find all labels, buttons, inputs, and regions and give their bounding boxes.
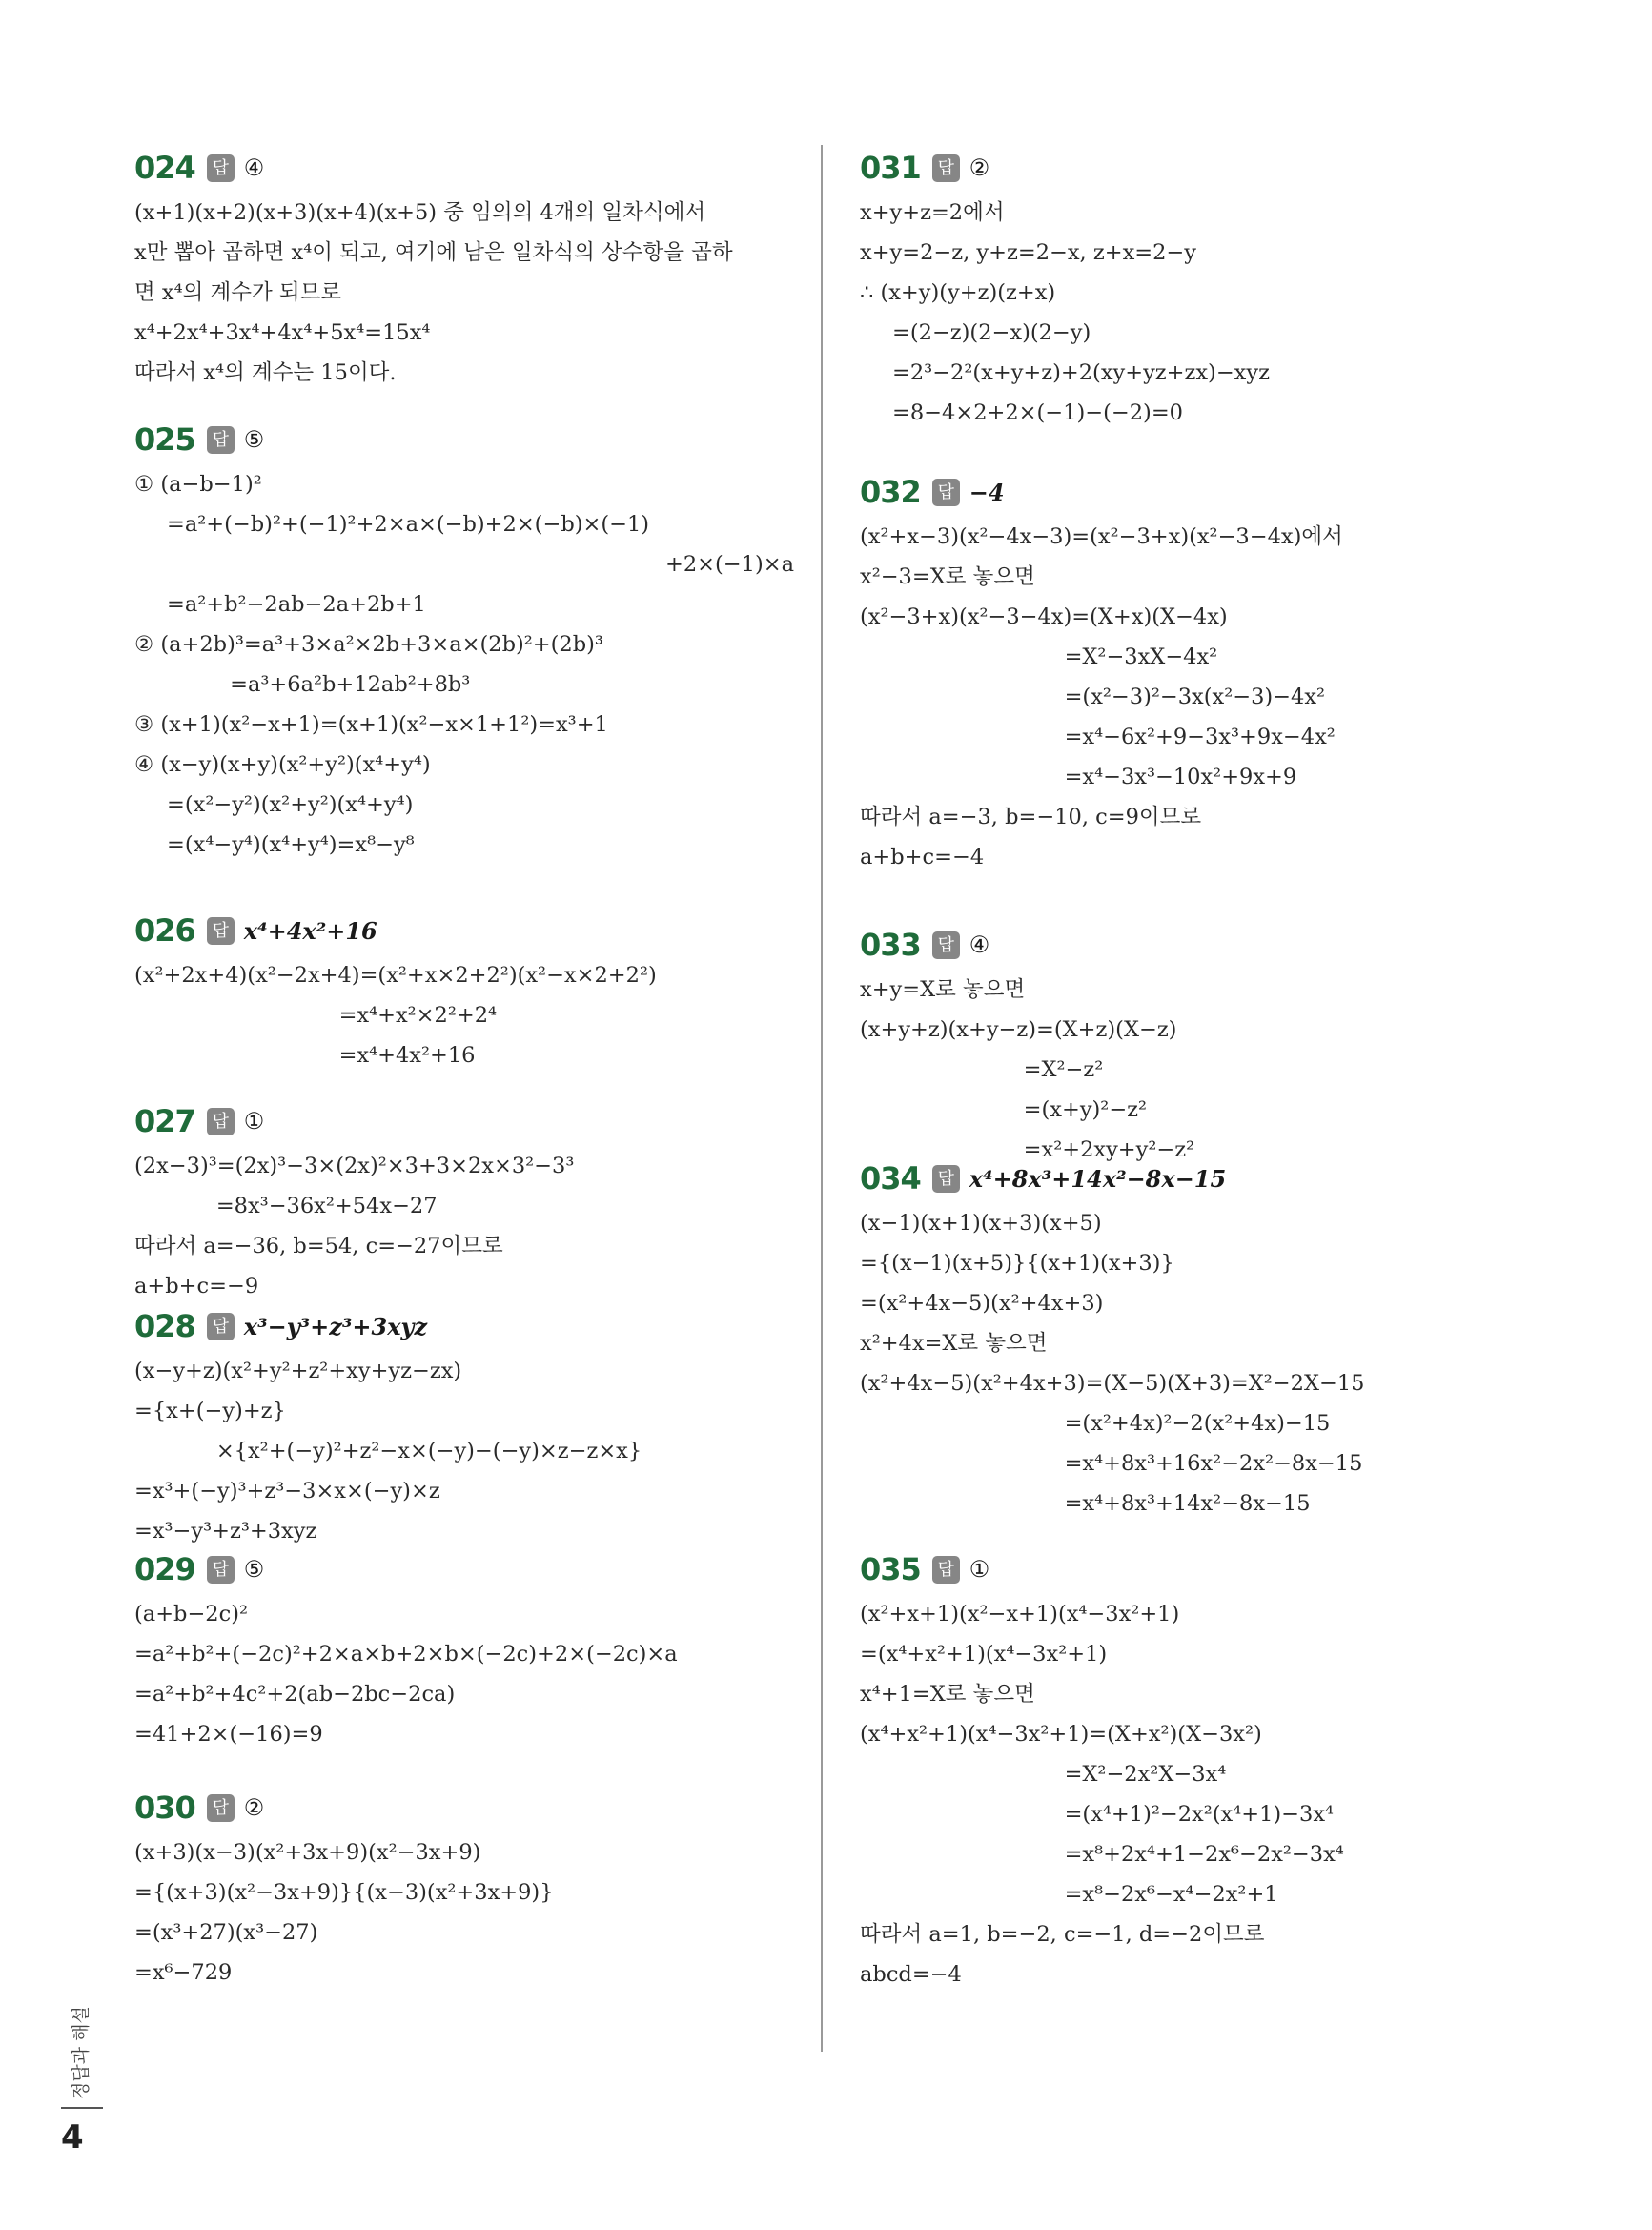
solution-line: =(x⁴−y⁴)(x⁴+y⁴)=x⁸−y⁸ [167, 832, 415, 857]
solution-line: (x−1)(x+1)(x+3)(x+5) [860, 1211, 1102, 1236]
problem-header [860, 1154, 1527, 1203]
solution-line: (a+b−2c)² [134, 1602, 249, 1626]
problem-number: 035 [860, 1551, 921, 1587]
solution-line: (x²+x+1)(x²−x+1)(x⁴−3x²+1) [860, 1602, 1180, 1626]
solution-line: =(x²−3)²−3x(x²−3)−4x² [860, 685, 1326, 709]
column-divider [821, 145, 823, 2052]
answer-value: −4 [969, 478, 1005, 506]
solution-line: x만 뽑아 곱하면 x⁴이 되고, 여기에 남은 일차식의 상수항을 곱하 [134, 240, 733, 265]
solution-line: =(x³+27)(x³−27) [134, 1920, 318, 1945]
solution-line: =(x²+4x−5)(x²+4x+3) [860, 1291, 1104, 1316]
solution-line: abcd=−4 [860, 1962, 962, 1987]
solution-line: =a²+b²+4c²+2(ab−2bc−2ca) [134, 1682, 456, 1707]
solution-line: a+b+c=−4 [860, 845, 985, 869]
problem-030 [134, 1783, 802, 1993]
solution-line: =a²+(−b)²+(−1)²+2×a×(−b)+2×(−b)×(−1) [167, 512, 650, 537]
solution-line: =x⁴−6x²+9−3x³+9x−4x² [860, 725, 1336, 749]
problem-header [134, 1545, 802, 1594]
solution-line: 따라서 a=−3, b=−10, c=9이므로 [860, 805, 1202, 829]
solution-line: a+b+c=−9 [134, 1274, 259, 1299]
answer-badge: 답 [932, 479, 960, 506]
problem-number: 027 [134, 1103, 195, 1139]
solution-line: x+y=2−z, y+z=2−x, z+x=2−y [860, 240, 1196, 265]
solution-line: ③ (x+1)(x²−x+1)=(x+1)(x²−x×1+1²)=x³+1 [134, 712, 608, 737]
solution-line: =x⁴+x²×2²+2⁴ [134, 1003, 498, 1028]
answer-badge: 답 [207, 1794, 235, 1822]
problem-026 [134, 906, 802, 1075]
problem-number: 033 [860, 927, 921, 963]
solution-line: =X²−z² [860, 1057, 1104, 1082]
answer-value: x⁴+8x³+14x²−8x−15 [969, 1164, 1227, 1193]
answer-badge: 답 [207, 917, 235, 945]
problem-number: 030 [134, 1790, 195, 1826]
answer-badge: 답 [932, 931, 960, 959]
solution-line: +2×(−1)×a [664, 552, 794, 577]
solution-line: =(x²+4x)²−2(x²+4x)−15 [860, 1411, 1331, 1436]
solution-line: =(2−z)(2−x)(2−y) [892, 320, 1091, 345]
solution-line: 면 x⁴의 계수가 되므로 [134, 280, 342, 305]
solution-line: =(x²−y²)(x²+y²)(x⁴+y⁴) [167, 792, 414, 817]
answer-value: ② [969, 154, 990, 181]
solution-line: x⁴+1=X로 놓으면 [860, 1682, 1035, 1707]
answer-value: x⁴+4x²+16 [243, 916, 377, 945]
solution-line: (x²−3+x)(x²−3−4x)=(X+x)(X−4x) [860, 604, 1228, 629]
problem-029 [134, 1545, 802, 1754]
answer-value: ④ [243, 154, 265, 181]
solution-line: =8−4×2+2×(−1)−(−2)=0 [892, 400, 1183, 425]
answer-badge: 답 [207, 426, 235, 454]
problem-number: 028 [134, 1308, 195, 1344]
side-label: 정답과 해설 [71, 2006, 92, 2099]
answer-badge: 답 [932, 1165, 960, 1193]
problem-number: 024 [134, 150, 195, 186]
solution-line: (x²+4x−5)(x²+4x+3)=(X−5)(X+3)=X²−2X−15 [860, 1371, 1365, 1396]
solution-line: =(x⁴+1)²−2x²(x⁴+1)−3x⁴ [860, 1802, 1335, 1827]
problem-header [860, 143, 1527, 193]
answer-value: ① [243, 1108, 265, 1135]
solution-line: =x³−y³+z³+3xyz [134, 1519, 317, 1544]
problem-035 [860, 1545, 1527, 1995]
answer-value: ④ [969, 931, 990, 958]
solution-line: =x⁴+8x³+16x²−2x²−8x−15 [860, 1451, 1363, 1476]
problem-025 [134, 415, 802, 865]
solution-line: =x²+2xy+y²−z² [860, 1137, 1195, 1162]
solution-line: ={(x+3)(x²−3x+9)}{(x−3)(x²+3x+9)} [134, 1880, 554, 1905]
problem-033 [860, 920, 1527, 1170]
answer-badge: 답 [932, 154, 960, 182]
solution-line: =X²−2x²X−3x⁴ [860, 1762, 1227, 1787]
solution-line: ∴ (x+y)(y+z)(z+x) [860, 280, 1056, 305]
solution-line: =x⁸+2x⁴+1−2x⁶−2x²−3x⁴ [860, 1842, 1344, 1867]
problem-number: 025 [134, 421, 195, 458]
solution-line: (x+y+z)(x+y−z)=(X+z)(X−z) [860, 1017, 1177, 1042]
solution-line: =(x+y)²−z² [860, 1097, 1148, 1122]
problem-028 [134, 1301, 802, 1551]
solution-line: (x+1)(x+2)(x+3)(x+4)(x+5) 중 임의의 4개의 일차식에서 [134, 200, 706, 225]
problem-number: 032 [860, 474, 921, 510]
problem-number: 026 [134, 912, 195, 949]
answer-value: ② [243, 1794, 265, 1821]
problem-header [134, 906, 802, 955]
answer-badge: 답 [932, 1556, 960, 1584]
solution-line: (x⁴+x²+1)(x⁴−3x²+1)=(X+x²)(X−3x²) [860, 1722, 1262, 1747]
solution-line: =8x³−36x²+54x−27 [134, 1194, 438, 1218]
answer-value: x³−y³+z³+3xyz [243, 1312, 428, 1340]
solution-line: 따라서 a=1, b=−2, c=−1, d=−2이므로 [860, 1922, 1265, 1947]
problem-031 [860, 143, 1527, 433]
problem-header [860, 467, 1527, 517]
answer-value: ⑤ [243, 426, 265, 453]
solution-line: =X²−3xX−4x² [860, 644, 1218, 669]
problem-024 [134, 143, 802, 393]
solution-line: =41+2×(−16)=9 [134, 1722, 323, 1747]
side-rule [61, 2107, 103, 2109]
answer-value: ⑤ [243, 1556, 265, 1583]
solution-line: =x⁴−3x³−10x²+9x+9 [860, 765, 1297, 789]
problem-header [860, 1545, 1527, 1594]
problem-header [134, 415, 802, 464]
solution-line: x+y=X로 놓으면 [860, 977, 1026, 1002]
solution-line: x²+4x=X로 놓으면 [860, 1331, 1048, 1356]
solution-line: =a²+b²−2ab−2a+2b+1 [167, 592, 426, 617]
solution-line: =x⁴+8x³+14x²−8x−15 [860, 1491, 1311, 1516]
solution-line: =a²+b²+(−2c)²+2×a×b+2×b×(−2c)+2×(−2c)×a [134, 1642, 678, 1667]
solution-line: (x²+x−3)(x²−4x−3)=(x²−3+x)(x²−3−4x)에서 [860, 524, 1343, 549]
solution-line: x⁴+2x⁴+3x⁴+4x⁴+5x⁴=15x⁴ [134, 320, 431, 345]
answer-badge: 답 [207, 1108, 235, 1135]
problem-032 [860, 467, 1527, 877]
problem-027 [134, 1096, 802, 1306]
solution-line: (x−y+z)(x²+y²+z²+xy+yz−zx) [134, 1359, 462, 1383]
problem-header [134, 1783, 802, 1832]
problem-header [860, 920, 1527, 970]
solution-line: =x⁴+4x²+16 [134, 1043, 476, 1068]
solution-line: (x+3)(x−3)(x²+3x+9)(x²−3x+9) [134, 1840, 481, 1865]
problem-034 [860, 1154, 1527, 1524]
problem-header [134, 1301, 802, 1351]
solution-line: (x²+2x+4)(x²−2x+4)=(x²+x×2+2²)(x²−x×2+2²) [134, 963, 657, 988]
solution-line: =(x⁴+x²+1)(x⁴−3x²+1) [860, 1642, 1108, 1667]
solution-line: x+y+z=2에서 [860, 200, 1005, 225]
problem-header [134, 143, 802, 193]
solution-line: ={x+(−y)+z} [134, 1399, 286, 1423]
answer-badge: 답 [207, 154, 235, 182]
problem-header [134, 1096, 802, 1146]
solution-line: x²−3=X로 놓으면 [860, 564, 1035, 589]
problem-number: 031 [860, 150, 921, 186]
solution-line: =a³+6a²b+12ab²+8b³ [134, 672, 471, 697]
answer-value: ① [969, 1556, 990, 1583]
side-tab [67, 2000, 105, 2105]
problem-number: 034 [860, 1160, 921, 1197]
solution-line: ④ (x−y)(x+y)(x²+y²)(x⁴+y⁴) [134, 752, 431, 777]
solution-line: ={(x−1)(x+5)}{(x+1)(x+3)} [860, 1251, 1174, 1276]
answer-badge: 답 [207, 1313, 235, 1340]
solution-line: =2³−2²(x+y+z)+2(xy+yz+zx)−xyz [892, 360, 1270, 385]
solution-line: ② (a+2b)³=a³+3×a²×2b+3×a×(2b)²+(2b)³ [134, 632, 603, 657]
solution-line: ×{x²+(−y)²+z²−x×(−y)−(−y)×z−z×x} [134, 1439, 642, 1463]
solution-line: =x³+(−y)³+z³−3×x×(−y)×z [134, 1479, 440, 1504]
answer-badge: 답 [207, 1556, 235, 1584]
problem-number: 029 [134, 1551, 195, 1587]
solution-line: =x⁸−2x⁶−x⁴−2x²+1 [860, 1882, 1278, 1907]
solution-line: (2x−3)³=(2x)³−3×(2x)²×3+3×2x×3²−3³ [134, 1154, 575, 1178]
solution-line: 따라서 a=−36, b=54, c=−27이므로 [134, 1234, 503, 1258]
solution-line: =x⁶−729 [134, 1960, 233, 1985]
solution-line: ① (a−b−1)² [134, 472, 262, 497]
solution-line: 따라서 x⁴의 계수는 15이다. [134, 360, 397, 385]
page-number: 4 [61, 2118, 84, 2157]
